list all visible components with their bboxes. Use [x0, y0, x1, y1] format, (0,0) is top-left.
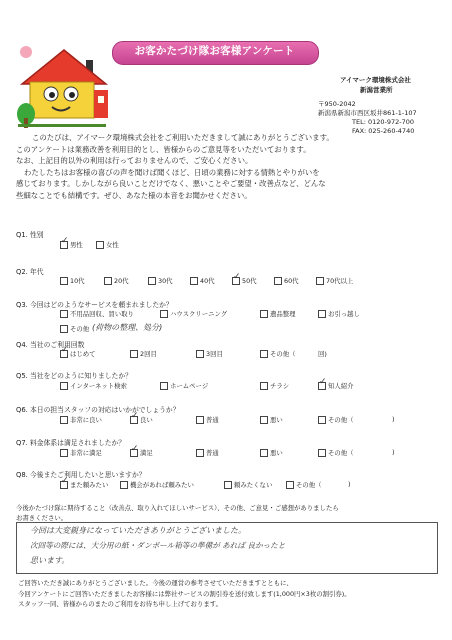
- q2-option[interactable]: 70代以上: [316, 276, 353, 285]
- intro-text: [16, 132, 436, 202]
- q8-option[interactable]: 機会があれば頼みたい: [120, 480, 194, 489]
- heart-icon: [20, 46, 32, 58]
- q7-other-suffix: ): [392, 448, 395, 456]
- checkbox[interactable]: [190, 277, 198, 285]
- checkbox[interactable]: [120, 481, 128, 489]
- q3-option[interactable]: 遺品整理: [260, 309, 296, 318]
- q7-label: Q7. 料金体系は満足されましたか？: [16, 439, 126, 447]
- q7-option[interactable]: 悪い: [260, 448, 283, 457]
- q6-option-good[interactable]: ✓ 良い: [130, 415, 153, 424]
- intro-line: 感じております。しかしながら良いことだけでなく、悪いことやご要望・改善点など、どんな: [16, 179, 326, 189]
- checkbox[interactable]: [318, 310, 326, 318]
- checkbox[interactable]: [60, 325, 68, 333]
- tel: TEL: 0120-972-700: [352, 118, 415, 126]
- q7-option-other[interactable]: その他（: [318, 448, 354, 457]
- q6-option[interactable]: 普通: [196, 415, 219, 424]
- q5-option[interactable]: チラシ: [260, 381, 289, 390]
- q2-label: Q2. 年代: [16, 268, 44, 276]
- intro-line: このたびは、アイマーク環境株式会社をご利用いただきまして誠にありがとうございます。: [32, 133, 334, 142]
- comment-handwritten-line: 思います。: [30, 556, 70, 565]
- q2-option[interactable]: 60代: [274, 276, 299, 285]
- q2-option[interactable]: 30代: [148, 276, 173, 285]
- checkbox[interactable]: [318, 416, 326, 424]
- q3-option[interactable]: お引っ越し: [318, 309, 360, 318]
- q4-option-other[interactable]: その他（: [260, 349, 296, 358]
- q7-option[interactable]: 非常に満足: [60, 448, 102, 457]
- checkbox[interactable]: [148, 277, 156, 285]
- footer-line: 今回アンケートにご回答いただきましたお客様には弊社サービスの割引券を送付致します(1,000円×3枚の割引券)。: [18, 589, 351, 598]
- q6-label: Q6. 本日の担当スタッフの対応はいかがでしょうか？: [16, 406, 180, 414]
- checkbox[interactable]: [260, 416, 268, 424]
- q6-other-suffix: ): [392, 415, 395, 423]
- checkbox[interactable]: [196, 350, 204, 358]
- checkbox[interactable]: [60, 449, 68, 457]
- q5-option-referral[interactable]: ✓ 知人紹介: [318, 381, 354, 390]
- checkbox[interactable]: [260, 449, 268, 457]
- q6-option-other[interactable]: その他（: [318, 415, 354, 424]
- intro-line: このアンケートは業務改善を利用目的とし、皆様からのご意見等をいただいております。: [16, 144, 311, 154]
- fax: FAX: 025-260-4740: [352, 127, 415, 135]
- q1-option-male[interactable]: ✓ 男性: [60, 240, 83, 249]
- checkbox[interactable]: [160, 310, 168, 318]
- checkbox[interactable]: [318, 449, 326, 457]
- intro-line: わたしたちはお客様の喜びの声を聞けば聞くほど、日頃の業務に対する情熱とやりがいを: [24, 167, 320, 177]
- checkbox[interactable]: [286, 481, 294, 489]
- checkbox-checked[interactable]: [60, 350, 68, 358]
- comment-handwritten-line: 今回は大変親身になっていただきありがとうございました。: [30, 526, 246, 535]
- q2-option[interactable]: 20代: [104, 276, 129, 285]
- q4-other-suffix: 回): [318, 350, 327, 358]
- checkbox[interactable]: [160, 382, 168, 390]
- branch-name: 新潟営業所: [360, 86, 393, 94]
- checkbox[interactable]: [196, 449, 204, 457]
- q2-option-50s[interactable]: ✓ 50代: [232, 276, 257, 285]
- q4-option[interactable]: 2回目: [130, 349, 157, 358]
- q8-option-again[interactable]: ✓ また頼みたい: [60, 480, 108, 489]
- q3-option[interactable]: ハウスクリーニング: [160, 309, 227, 318]
- company-name: アイマーク環境株式会社: [340, 76, 411, 84]
- postal-code: 〒950-2042: [318, 100, 356, 108]
- checkbox[interactable]: [60, 277, 68, 285]
- q3-option[interactable]: 不用品回収、買い取り: [60, 309, 134, 318]
- q2-option[interactable]: 40代: [190, 276, 215, 285]
- q5-label: Q5. 当社をどのように知りましたか？: [16, 372, 132, 380]
- checkbox[interactable]: [60, 310, 68, 318]
- checkbox-checked[interactable]: [60, 241, 68, 249]
- comment-prompt-line: 今後かたづけ隊に期待すること（改善点、取り入れてほしいサービス）、その他、ご意見・ご感想がありましたら: [16, 504, 339, 512]
- footer-line: スタッフ一同、皆様からのまたのご利用をお待ち申し上げております。: [18, 600, 222, 608]
- q5-option[interactable]: ホームページ: [160, 381, 208, 390]
- q3-other-handwritten: (荷物の整理、処分): [92, 323, 163, 332]
- q8-option[interactable]: 頼みたくない: [224, 480, 272, 489]
- q8-other-suffix: ): [348, 480, 351, 488]
- checkbox-checked[interactable]: [232, 277, 240, 285]
- checkbox-checked[interactable]: [318, 382, 326, 390]
- q4-option[interactable]: 3回目: [196, 349, 223, 358]
- address: 新潟県新潟市西区坂井861-1-107: [318, 109, 417, 117]
- footer-text: [18, 578, 351, 610]
- intro-line: なお、上記目的以外の利用は行っておりませんので、ご安心ください。: [16, 156, 253, 166]
- checkbox[interactable]: [224, 481, 232, 489]
- comment-handwritten-line: 次回等の際には、大分用の紙・ダンボール箱等の準備が あれば 良かったと: [30, 541, 286, 550]
- q6-option[interactable]: 非常に良い: [60, 415, 102, 424]
- checkbox[interactable]: [60, 382, 68, 390]
- comment-prompt-line: お書きください。: [16, 514, 68, 522]
- footer-line: ご回答いただき誠にありがとうございました。今後の運営の参考させていただきますとともに、: [18, 579, 293, 587]
- checkbox-checked[interactable]: [130, 449, 138, 457]
- checkbox-checked[interactable]: [60, 481, 68, 489]
- checkbox-checked[interactable]: [130, 416, 138, 424]
- q8-label: Q8. 今後またご利用したいと思いますか？: [16, 471, 146, 479]
- checkbox[interactable]: [104, 277, 112, 285]
- q1-option-female[interactable]: 女性: [96, 240, 119, 249]
- q5-option[interactable]: インターネット検索: [60, 381, 127, 390]
- checkbox[interactable]: [274, 277, 282, 285]
- q4-option-first[interactable]: ✓ はじめて: [60, 349, 96, 358]
- house-mascot-logo: [14, 44, 114, 130]
- intro-line: 些細なことでも結構です。ぜひ、あなた様の本音をお聞かせください。: [16, 190, 252, 200]
- checkbox[interactable]: [260, 350, 268, 358]
- page-title: お客かたづけ隊お客様アンケート: [134, 45, 295, 57]
- q3-label: Q3. 今回はどのようなサービスを頼まれましたか？: [16, 301, 173, 309]
- checkbox[interactable]: [60, 416, 68, 424]
- q1-label: Q1. 性別: [16, 231, 44, 239]
- q2-option[interactable]: 10代: [60, 276, 85, 285]
- q7-option[interactable]: 普通: [196, 448, 219, 457]
- checkbox[interactable]: [130, 350, 138, 358]
- checkbox[interactable]: [96, 241, 104, 249]
- checkbox[interactable]: [260, 310, 268, 318]
- q3-option-other[interactable]: その他: [60, 324, 89, 333]
- q7-option-satisfied[interactable]: ✓ 満足: [130, 448, 153, 457]
- q8-option-other[interactable]: その他（: [286, 480, 322, 489]
- q6-option[interactable]: 悪い: [260, 415, 283, 424]
- checkbox[interactable]: [196, 416, 204, 424]
- q4-label: Q4. 当社のご利用回数: [16, 341, 85, 349]
- checkbox[interactable]: [260, 382, 268, 390]
- checkbox[interactable]: [316, 277, 324, 285]
